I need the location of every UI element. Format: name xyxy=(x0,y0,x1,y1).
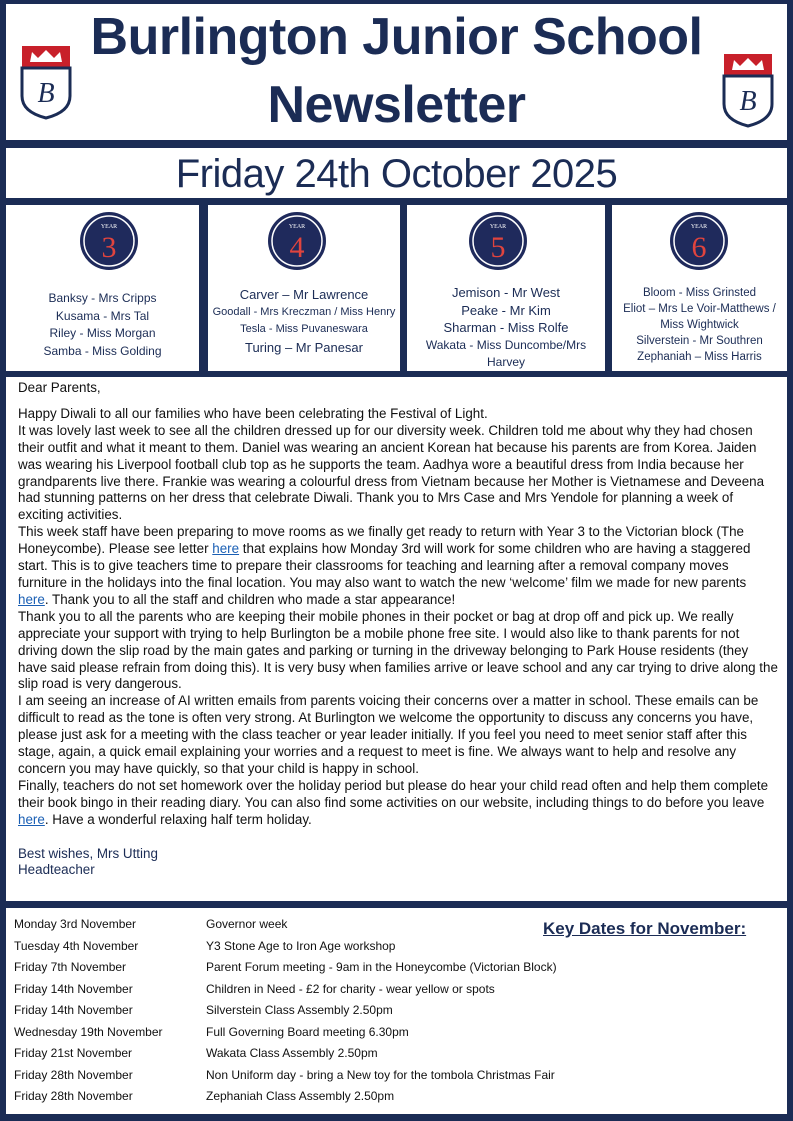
class-entry: Goodall - Mrs Kreczman / Miss Henry xyxy=(212,305,396,318)
school-crest-logo-left xyxy=(18,46,74,120)
year-6-class-list xyxy=(612,285,787,365)
letter-link[interactable]: here xyxy=(212,541,240,557)
class-entry: Riley - Miss Morgan xyxy=(49,326,156,340)
year-5-class-list xyxy=(407,284,605,372)
text-run: . Thank you to all the staff and children who made a star appearance! xyxy=(44,591,456,607)
class-entry: Silverstein - Mr Southren xyxy=(636,335,763,347)
letter-signoff: Best wishes, Mrs Utting xyxy=(18,845,158,861)
date-event: Children in Need - £2 for charity - wear yellow or spots xyxy=(206,981,495,996)
svg-text:YEAR: YEAR xyxy=(489,224,507,230)
headteacher-letter xyxy=(6,377,787,901)
year-3-panel xyxy=(6,205,199,371)
text-run: that explains how Monday 3rd will work for some children who are having a staggered start. This is to give teachers time to prepare their classrooms for teaching and learning after a removal company moves furniture in the holidays into the final location. You may also want to watch the new ‘welcome’ film we made for new parents xyxy=(18,541,751,590)
class-entry: Carver – Mr Lawrence xyxy=(239,287,369,302)
year-5-badge xyxy=(468,211,528,271)
class-entry: Tesla - Miss Puvaneswara xyxy=(240,323,368,335)
text-run: . Have a wonderful relaxing half term holiday. xyxy=(44,811,312,827)
class-entry: Samba - Miss Golding xyxy=(43,343,162,358)
svg-text:YEAR: YEAR xyxy=(100,224,118,230)
letter-paragraph: It was lovely last week to see all the children dressed up for our diversity week. Children told me about why they had chosen their outfit and what it meant to them. Daniel was wearing an ancient Korean hat because his parents are from Korea. Jaiden was wearing his Liverpool football club top as he supports the team. Aadhya wore a beautiful dress from India because her grandparents live there. Frankie was wearing a colourful dress from Vietnam because her Mother is Vietnamese and Deveena had stunning patterns on her dress that celebrate Diwali. Thank you to Mrs Case and Mrs Yendole for planning a week of exciting activities. xyxy=(18,422,765,523)
svg-text:3: 3 xyxy=(101,231,117,264)
date-day: Wednesday 19th November xyxy=(14,1024,163,1039)
svg-text:B: B xyxy=(739,86,757,117)
year-4-panel xyxy=(208,205,400,371)
class-entry: Peake - Mr Kim xyxy=(461,302,551,318)
year-6-panel xyxy=(612,205,787,371)
svg-text:YEAR: YEAR xyxy=(690,224,708,230)
year-5-panel xyxy=(407,205,605,371)
svg-text:YEAR: YEAR xyxy=(288,224,306,230)
date-event: Zephaniah Class Assembly 2.50pm xyxy=(206,1089,395,1103)
svg-text:6: 6 xyxy=(691,231,707,264)
class-entry: Sharman - Miss Rolfe xyxy=(443,320,569,335)
text-run: This week staff have been preparing to move rooms as we finally get ready to return with Year 3 to the Victorian block (The Honeycombe). Please see letter xyxy=(18,524,744,557)
letter-greeting: Dear Parents, xyxy=(18,380,101,395)
class-entry: Miss Wightwick xyxy=(660,319,739,331)
class-entry: Eliot – Mrs Le Voir-Matthews / xyxy=(623,303,776,315)
date-event: Full Governing Board meeting 6.30pm xyxy=(206,1024,409,1039)
letter-signature-role: Headteacher xyxy=(18,862,95,878)
date-event: Parent Forum meeting - 9am in the Honeycombe (Victorian Block) xyxy=(206,960,557,974)
date-banner xyxy=(6,148,787,198)
class-entry: Wakata - Miss Duncombe/Mrs Harvey xyxy=(425,337,587,369)
letter-paragraph xyxy=(18,524,778,609)
class-entry: Zephaniah – Miss Harris xyxy=(637,351,762,363)
newsletter-date: Friday 24th October 2025 xyxy=(175,152,618,196)
welcome-film-link[interactable]: here xyxy=(18,591,45,607)
date-day: Monday 3rd November xyxy=(14,917,137,931)
class-entry: Kusama - Mrs Tal xyxy=(55,308,150,323)
school-crest-logo-right xyxy=(720,54,776,128)
date-event: Governor week xyxy=(206,917,288,931)
key-dates-panel xyxy=(6,908,787,1114)
year-4-class-list xyxy=(208,286,400,356)
class-entry: Turing – Mr Panesar xyxy=(244,339,363,355)
date-day: Friday 28th November xyxy=(14,1089,133,1103)
activities-link[interactable]: here xyxy=(18,811,45,827)
date-day: Friday 14th November xyxy=(14,981,133,996)
text-run: Finally, teachers do not set homework over the holiday period but please do hear your child read often and help them complete their book bingo in their reading diary. You can also find some activities on our website, including things to do before you leave xyxy=(18,777,769,810)
date-day: Friday 21st November xyxy=(14,1046,133,1060)
date-day: Friday 14th November xyxy=(14,1003,133,1017)
year-6-badge xyxy=(669,211,729,271)
year-4-badge xyxy=(267,211,327,271)
year-3-class-list xyxy=(6,290,199,360)
date-event: Silverstein Class Assembly 2.50pm xyxy=(206,1003,393,1017)
class-entry: Bloom - Miss Grinsted xyxy=(642,287,757,299)
key-dates-title: Key Dates for November: xyxy=(543,919,747,938)
svg-text:4: 4 xyxy=(289,231,305,264)
class-entry: Banksy - Mrs Cripps xyxy=(48,291,157,305)
letter-body xyxy=(18,380,778,879)
date-day: Tuesday 4th November xyxy=(14,938,139,953)
class-entry: Jemison - Mr West xyxy=(451,285,561,300)
year-3-badge xyxy=(79,211,139,271)
date-event: Non Uniform day - bring a New toy for the tombola Christmas Fair xyxy=(206,1067,555,1082)
letter-paragraph xyxy=(18,778,778,829)
letter-paragraph: Happy Diwali to all our families who have been celebrating the Festival of Light. xyxy=(18,405,488,421)
date-day: Friday 28th November xyxy=(14,1067,133,1082)
letter-paragraph: Thank you to all the parents who are keeping their mobile phones in their pocket or bag at drop off and pick up. We really appreciate your support with trying to help Burlington be a mobile phone free site. I would also like to thank parents for not driving down the slip road by the main gates and parking or turning in the driveway belonging to Park House residents (they have said please refrain from doing this). It is very busy when families arrive or leave school and any car trying to drive along the slip road is very dangerous. xyxy=(18,608,778,692)
date-day: Friday 7th November xyxy=(14,960,127,974)
svg-text:B: B xyxy=(37,78,55,109)
newsletter-title-line2: Newsletter xyxy=(267,76,526,134)
newsletter-title-line1: Burlington Junior School xyxy=(90,8,703,66)
date-event: Wakata Class Assembly 2.50pm xyxy=(206,1046,378,1060)
letter-paragraph: I am seeing an increase of AI written emails from parents voicing their concerns over a matter in school. These emails can be difficult to read as the tone is often very strong. At Burlington we welcome the opportunity to discuss any concerns you have, please just ask for a meeting with the class teacher or year leader initially. If you feel you need to meet senior staff after this stage, again, a quick email explaining your worries and a request to meet is fine. We always want to help and resolve any concern you may have quickly, so that your child is happy in school. xyxy=(18,693,759,776)
date-event: Y3 Stone Age to Iron Age workshop xyxy=(206,938,396,953)
svg-text:5: 5 xyxy=(490,231,506,264)
header-panel xyxy=(6,4,787,140)
